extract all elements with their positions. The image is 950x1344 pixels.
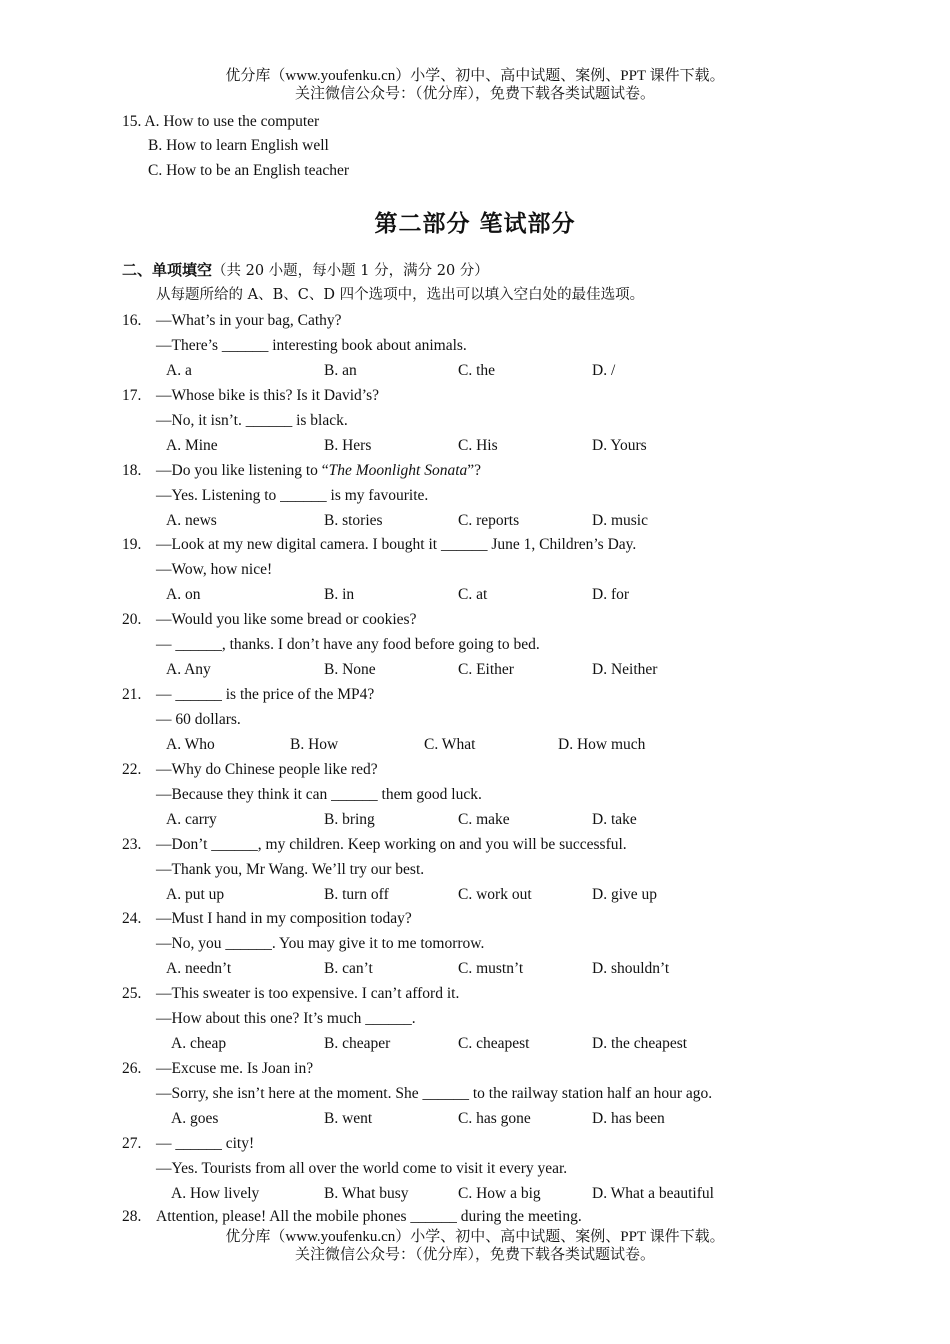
option-c: C. has gone — [458, 1110, 531, 1127]
option-a: A. cheap — [171, 1035, 227, 1053]
option-a: A. put up — [166, 885, 225, 903]
question-number: 26. — [122, 1060, 142, 1077]
option-c: C. reports — [458, 511, 520, 529]
question-line-1: —Look at my new digital camera. I bought it ______ June 1, Children’s Day. — [156, 536, 637, 554]
option-b: B. Hers — [324, 436, 372, 454]
option-b: B. an — [324, 362, 357, 379]
question-line-2: —How about this one? It’s much ______. — [156, 1010, 416, 1028]
option-a: A. on — [166, 586, 201, 604]
question-line-1: —This sweater is too expensive. I can’t afford it. — [156, 985, 460, 1003]
option-c: C. mustn’t — [458, 960, 524, 978]
question-number: 19. — [122, 536, 142, 554]
option-b: B. cheaper — [324, 1035, 391, 1053]
option-d: D. / — [592, 362, 616, 379]
question-line-2: —There’s ______ interesting book about animals. — [156, 337, 467, 354]
question-number: 21. — [122, 686, 142, 703]
option-b: B. can’t — [324, 960, 373, 978]
question-number: 22. — [122, 760, 142, 778]
question-number: 18. — [122, 461, 142, 479]
q15-option-c: C. How to be an English teacher — [148, 162, 350, 179]
banner-line-1: 优分库（www.youfenku.cn）小学、初中、高中试题、案例、PPT 课件下载。 — [225, 1229, 725, 1245]
question-text-pre: —Do you like listening to “ — [156, 461, 329, 479]
option-d: D. Yours — [592, 436, 647, 454]
question-line-1: —Whose bike is this? Is it David’s? — [156, 386, 379, 404]
option-d: D. music — [592, 511, 648, 529]
question-text: Attention, please! All the mobile phones ______ during the meeting. — [156, 1208, 582, 1225]
question-line-2: — 60 dollars. — [156, 711, 241, 728]
question-number: 24. — [122, 910, 142, 928]
option-b: B. stories — [324, 511, 383, 529]
option-d: D. has been — [592, 1110, 665, 1127]
question-number: 25. — [122, 985, 142, 1003]
option-c: C. His — [458, 436, 498, 454]
option-c: C. What — [424, 736, 476, 753]
question-line-1: —Excuse me. Is Joan in? — [156, 1060, 314, 1077]
question-line-1: —Why do Chinese people like red? — [156, 760, 378, 778]
section-heading — [122, 260, 489, 281]
question-number: 17. — [122, 386, 142, 404]
banner-line-1: 优分库（www.youfenku.cn）小学、初中、高中试题、案例、PPT 课件下载。 — [225, 68, 725, 84]
question-line-2: — ______, thanks. I don’t have any food before going to bed. — [156, 636, 540, 654]
option-d: D. take — [592, 810, 637, 828]
question-line-2: —Wow, how nice! — [156, 561, 273, 579]
option-c: C. make — [458, 810, 510, 828]
option-d: D. give up — [592, 885, 658, 903]
question-line-2: —Thank you, Mr Wang. We’ll try our best. — [156, 860, 425, 878]
option-a: A. a — [166, 362, 192, 379]
question-line-2: —Sorry, she isn’t here at the moment. She ______ to the railway station half an hour ago. — [156, 1085, 713, 1102]
option-a: A. How lively — [171, 1184, 260, 1202]
option-a: A. carry — [166, 810, 217, 828]
question-line-1 — [156, 461, 481, 481]
option-d: D. the cheapest — [592, 1035, 688, 1053]
question-text-title: The Moonlight Sonata — [328, 461, 468, 479]
banner-line-2: 关注微信公众号：（优分库），免费下载各类试题试卷。 — [294, 1247, 655, 1263]
question-line-1: — ______ city! — [156, 1134, 255, 1152]
question-number: 20. — [122, 611, 142, 629]
option-b: B. None — [324, 661, 376, 679]
question-line-2: —No, it isn’t. ______ is black. — [156, 411, 348, 429]
question-number: 28. — [122, 1208, 142, 1225]
question-line-1: —Would you like some bread or cookies? — [156, 611, 417, 629]
question-line-2: —Because they think it can ______ them good luck. — [156, 785, 482, 803]
option-a: A. Any — [166, 661, 211, 679]
question-text-post: ”? — [467, 461, 482, 479]
option-c: C. cheapest — [458, 1035, 530, 1053]
part-title: 第二部分 笔试部分 — [374, 211, 576, 237]
option-a: A. goes — [171, 1110, 219, 1127]
option-d: D. for — [592, 586, 630, 604]
question-line-2: —Yes. Listening to ______ is my favourite. — [156, 486, 429, 504]
section-instruction: 从每题所给的 A、B、C、D 四个选项中，选出可以填入空白处的最佳选项。 — [156, 287, 645, 303]
q15-option-a: 15. A. How to use the computer — [122, 113, 320, 130]
option-c: C. the — [458, 362, 496, 379]
option-c: C. Either — [458, 661, 514, 679]
footer-banner — [0, 1228, 950, 1264]
option-a: A. needn’t — [166, 960, 232, 978]
option-b: B. How — [290, 736, 339, 753]
option-c: C. work out — [458, 885, 532, 903]
option-a: A. news — [166, 511, 217, 529]
question-number: 23. — [122, 835, 142, 853]
option-c: C. at — [458, 586, 488, 604]
q15-option-b: B. How to learn English well — [148, 137, 329, 154]
question-line-1: —Don’t ______, my children. Keep working on and you will be successful. — [156, 835, 627, 853]
question-line-2: —No, you ______. You may give it to me tomorrow. — [156, 935, 485, 953]
question-line-1: —Must I hand in my composition today? — [156, 910, 412, 928]
option-b: B. in — [324, 586, 355, 604]
question-number: 27. — [122, 1134, 142, 1152]
option-a: A. Who — [166, 736, 215, 753]
header-banner — [0, 67, 950, 103]
option-b: B. turn off — [324, 885, 389, 903]
option-c: C. How a big — [458, 1184, 541, 1202]
option-b: B. bring — [324, 810, 375, 828]
section-heading-note: （共 20 小题，每小题 1 分，满分 20 分） — [212, 263, 489, 279]
question-number: 16. — [122, 312, 142, 329]
question-line-1: — ______ is the price of the MP4? — [156, 686, 375, 703]
option-b: B. went — [324, 1110, 373, 1127]
option-d: D. shouldn’t — [592, 960, 670, 978]
option-d: D. How much — [558, 736, 646, 753]
question-line-1: —What’s in your bag, Cathy? — [156, 312, 342, 329]
option-d: D. Neither — [592, 661, 658, 679]
question-line-2: —Yes. Tourists from all over the world come to visit it every year. — [156, 1159, 568, 1177]
option-d: D. What a beautiful — [592, 1184, 714, 1202]
option-b: B. What busy — [324, 1184, 409, 1202]
section-heading-label: 二、单项填空 — [122, 261, 213, 279]
option-a: A. Mine — [166, 436, 218, 454]
banner-line-2: 关注微信公众号：（优分库），免费下载各类试题试卷。 — [294, 86, 655, 102]
